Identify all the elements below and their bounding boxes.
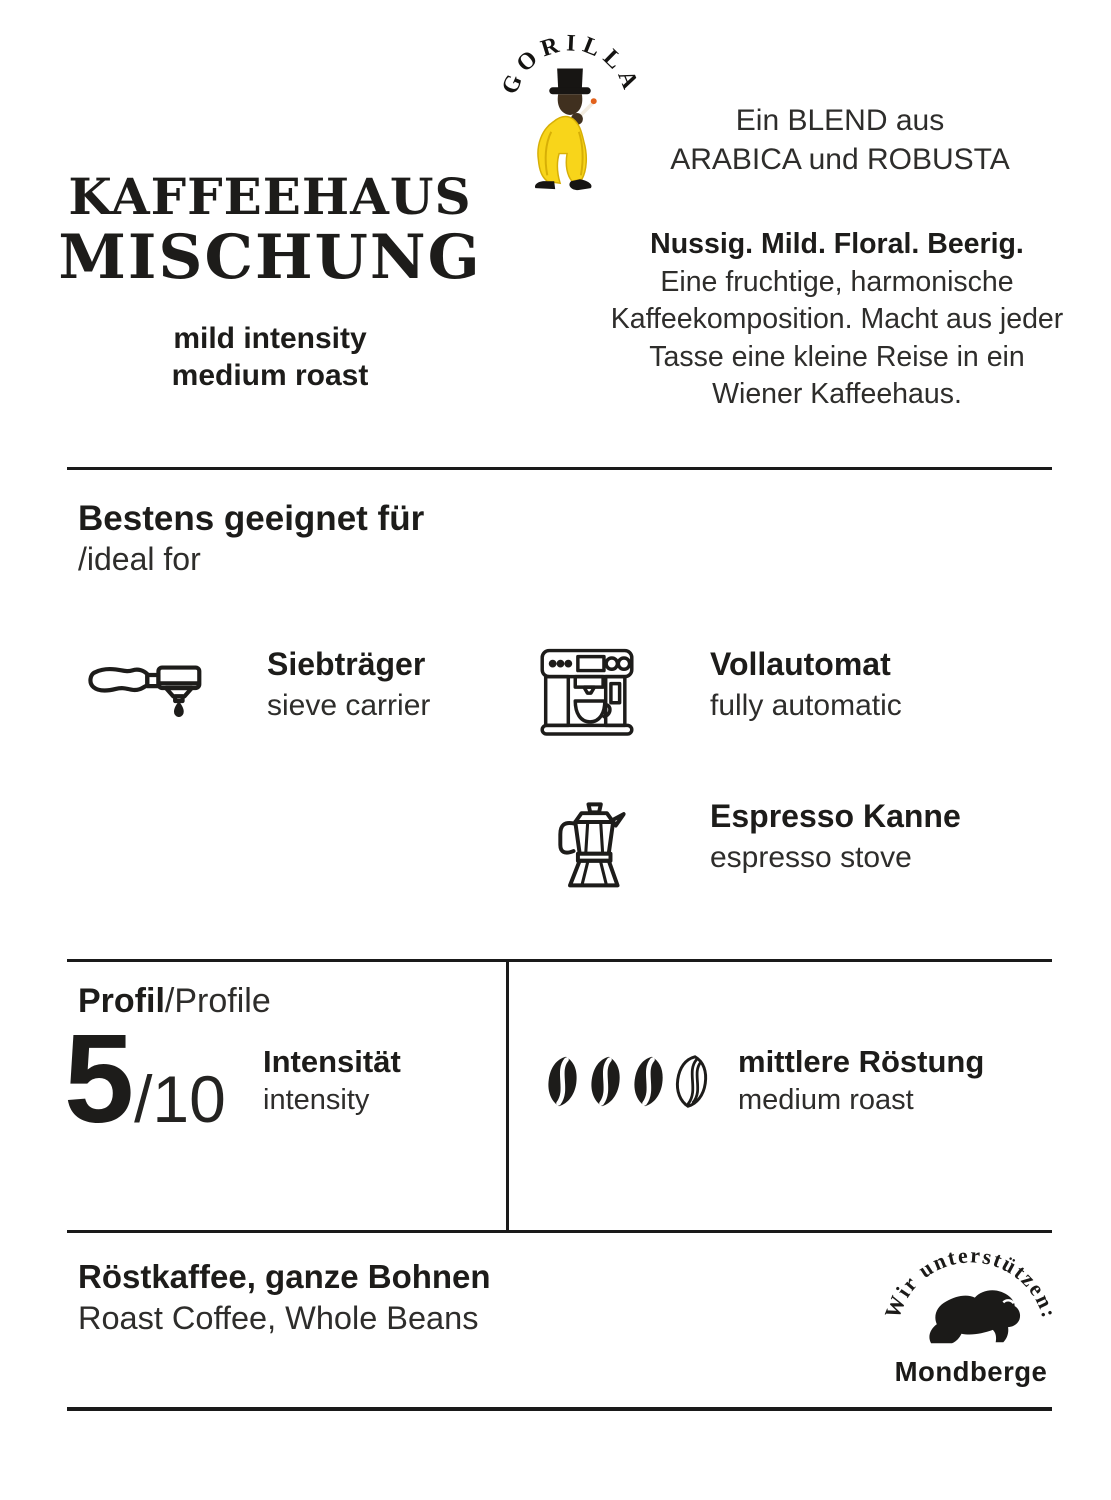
item-label-en: sieve carrier <box>267 689 431 722</box>
top-hat-icon <box>557 69 583 89</box>
profile-heading-de: Profil <box>78 982 165 1020</box>
title-line-1: KAFFEEHAUS <box>68 167 472 226</box>
intensity-label-de: Intensität <box>263 1044 401 1079</box>
intensity-score <box>64 1008 226 1149</box>
item-label-de: Vollautomat <box>710 646 891 682</box>
tasting-line: Tasse eine kleine Reise in ein <box>649 340 1025 373</box>
item-label-de: Espresso Kanne <box>710 798 961 834</box>
tasting-line: Wiener Kaffeehaus. <box>712 378 962 410</box>
subtitle-line-2: medium roast <box>171 359 369 392</box>
intensity-label-en: intensity <box>263 1084 370 1116</box>
gorilla-head <box>558 94 583 115</box>
espresso-machine-icon <box>537 641 637 741</box>
cigarette-tip <box>591 98 597 104</box>
gorilla-shoe <box>569 179 591 190</box>
product-type-en: Roast Coffee, Whole Beans <box>78 1300 479 1336</box>
divider-top <box>67 467 1052 470</box>
portafilter-icon <box>86 646 216 730</box>
product-subtitle <box>60 320 480 394</box>
product-type-de: Röstkaffee, ganze Bohnen <box>78 1258 491 1295</box>
gorilla-mascot-illustration <box>535 69 597 191</box>
blend-description <box>630 101 1050 179</box>
tasting-notes <box>603 226 1071 414</box>
mondberge-arc-text: Wir unterstützen: <box>880 1244 1062 1322</box>
ideal-for-heading-de: Bestens geeignet für <box>78 499 425 538</box>
divider-bottom <box>67 1407 1052 1411</box>
blend-line-2: ARABICA und ROBUSTA <box>670 143 1010 176</box>
mondberge-wordmark: Mondberge <box>894 1356 1048 1388</box>
subtitle-line-1: mild intensity <box>173 322 367 355</box>
mondberge-gorilla-silhouette-icon <box>929 1290 1020 1343</box>
tasting-line: Kaffeekomposition. Macht aus jeder <box>610 303 1064 335</box>
product-title <box>53 167 487 293</box>
tasting-line: Eine fruchtige, harmonische <box>660 265 1014 298</box>
item-label-en: espresso stove <box>710 841 912 874</box>
moka-pot-icon <box>548 793 636 895</box>
item-label-de: Siebträger <box>267 646 426 682</box>
divider-profile-vertical <box>506 962 509 1230</box>
divider-profile-top <box>67 959 1052 962</box>
intensity-value: 5 <box>64 1008 133 1149</box>
tasting-notes-keywords: Nussig. Mild. Floral. Beerig. <box>650 228 1024 260</box>
roast-label-de: mittlere Röstung <box>738 1044 985 1079</box>
gorilla-shoe <box>535 181 555 189</box>
intensity-scale: /10 <box>134 1062 226 1136</box>
roast-beans <box>544 1050 710 1113</box>
item-label-en: fully automatic <box>710 689 902 722</box>
ideal-for-heading-en: /ideal for <box>78 541 201 577</box>
title-line-2: MISCHUNG <box>58 222 482 293</box>
divider-profile-bottom <box>67 1230 1052 1233</box>
blend-line-1: Ein BLEND aus <box>735 104 945 137</box>
coffee-bean-filled <box>540 1048 585 1116</box>
gorilla-logo-arc-text: GORILLA <box>496 30 646 99</box>
coffee-bean-filled <box>626 1048 671 1116</box>
coffee-bean-filled <box>583 1048 628 1116</box>
roast-label-en: medium roast <box>738 1084 914 1116</box>
profile-heading-en: /Profile <box>164 982 271 1020</box>
coffee-bean-outline <box>669 1048 714 1116</box>
mondberge-logo <box>876 1244 1066 1394</box>
